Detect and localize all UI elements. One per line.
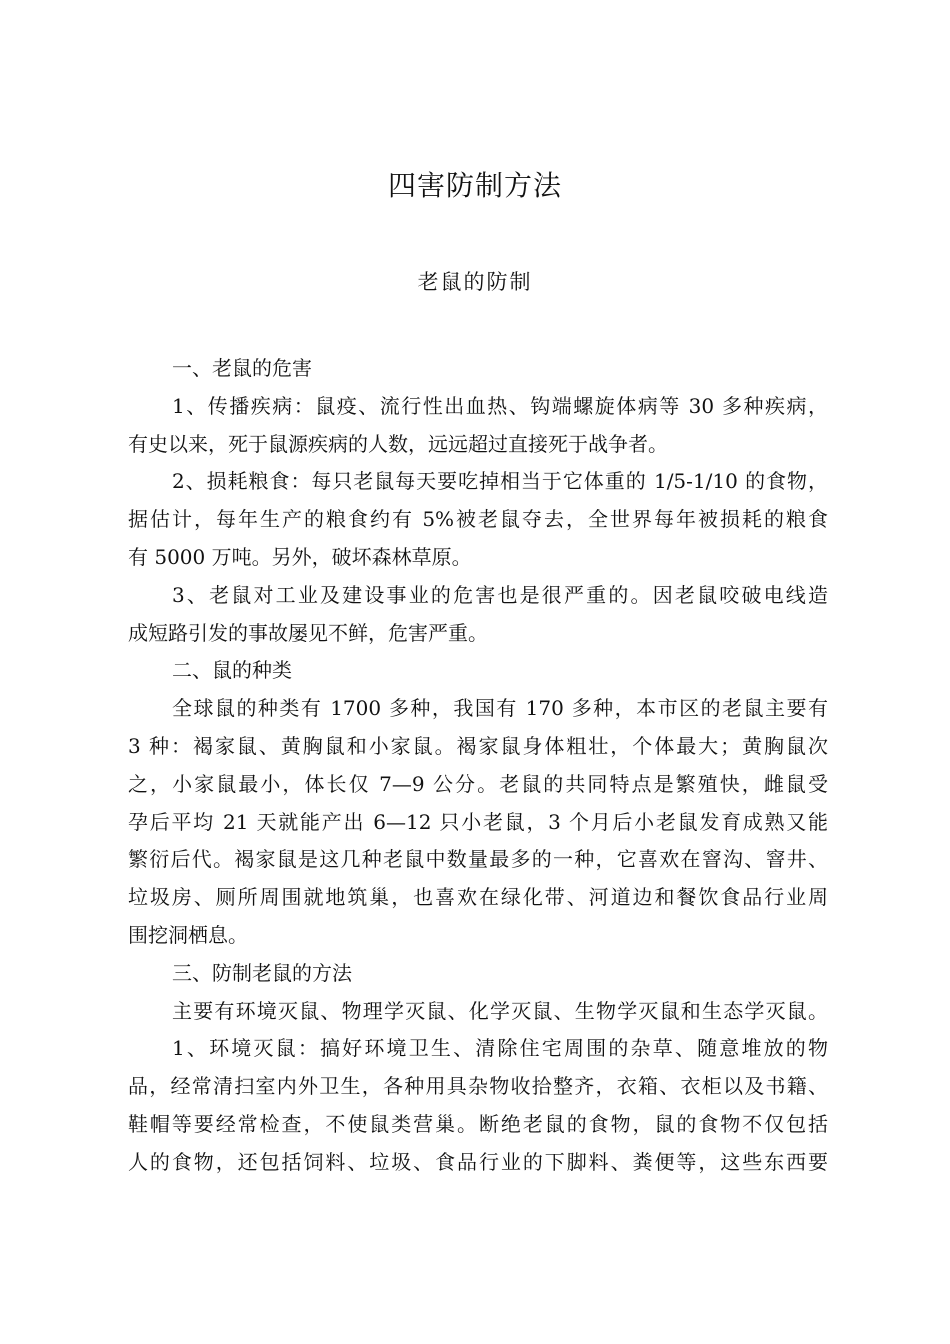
text-line: 垃圾房、厕所周围就地筑巢，也喜欢在绿化带、河道边和餐饮食品行业周	[128, 885, 828, 910]
text-line: 1、环境灭鼠：搞好环境卫生、清除住宅周围的杂草、随意堆放的物	[172, 1036, 828, 1061]
section-heading: 三、防制老鼠的方法	[172, 960, 352, 985]
text-line: 人的食物，还包括饲料、垃圾、食品行业的下脚料、粪便等，这些东西要	[128, 1149, 828, 1174]
text-line: 之，小家鼠最小，体长仅 7—9 公分。老鼠的共同特点是繁殖快，雌鼠受	[128, 771, 828, 796]
section-heading: 一、老鼠的危害	[172, 356, 312, 380]
text-line: 1、传播疾病：鼠疫、流行性出血热、钩端螺旋体病等 30 多种疾病，	[172, 393, 828, 418]
text-line: 围挖洞栖息。	[128, 922, 248, 947]
text-line: 品，经常清扫室内外卫生，各种用具杂物收拾整齐，衣箱、衣柜以及书籍、	[128, 1074, 828, 1099]
text-line: 有 5000 万吨。另外，破坏森林草原。	[128, 544, 472, 569]
document-title: 四害防制方法	[387, 169, 562, 202]
text-line: 据估计，每年生产的粮食约有 5%被老鼠夺去，全世界每年被损耗的粮食	[128, 507, 828, 532]
text-line: 有史以来，死于鼠源疾病的人数，远远超过直接死于战争者。	[128, 431, 668, 456]
text-line: 繁衍后代。褐家鼠是这几种老鼠中数量最多的一种，它喜欢在窨沟、窨井、	[128, 847, 828, 872]
text-line: 2、损耗粮食：每只老鼠每天要吃掉相当于它体重的 1/5-1/10 的食物，	[172, 469, 828, 494]
section-heading: 二、鼠的种类	[172, 658, 292, 683]
text-line: 鞋帽等要经常检查，不使鼠类营巢。断绝老鼠的食物，鼠的食物不仅包括	[128, 1111, 828, 1136]
text-line: 3 种：褐家鼠、黄胸鼠和小家鼠。褐家鼠身体粗壮，个体最大；黄胸鼠次	[128, 733, 828, 758]
text-line: 主要有环境灭鼠、物理学灭鼠、化学灭鼠、生物学灭鼠和生态学灭鼠。	[172, 998, 828, 1023]
section-title: 老鼠的防制	[417, 270, 533, 294]
text-line: 孕后平均 21 天就能产出 6—12 只小老鼠，3 个月后小老鼠发育成熟又能	[128, 809, 828, 834]
text-line: 全球鼠的种类有 1700 多种，我国有 170 多种，本市区的老鼠主要有	[172, 696, 828, 721]
text-line: 成短路引发的事故屡见不鲜，危害严重。	[128, 620, 488, 645]
text-line: 3、老鼠对工业及建设事业的危害也是很严重的。因老鼠咬破电线造	[172, 582, 828, 607]
document-body	[128, 350, 828, 1182]
